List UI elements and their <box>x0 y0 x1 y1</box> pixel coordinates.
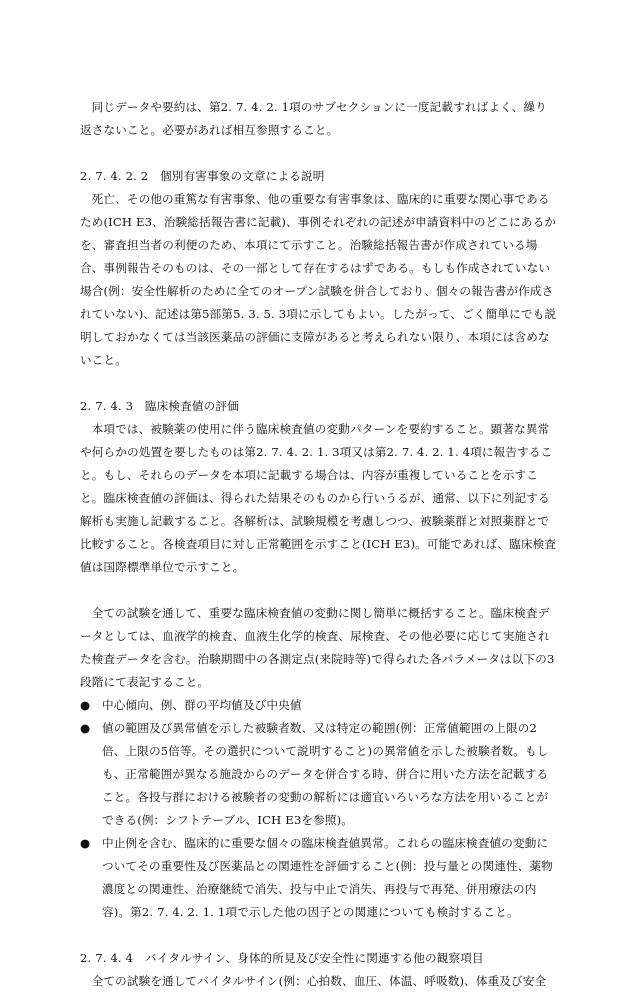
section-heading-2-7-4-3: 2. 7. 4. 3 臨床検査値の評価 <box>80 399 239 413</box>
spacer <box>80 579 558 602</box>
paragraph-lab-summary: 全ての試験を通して、重要な臨床検査値の変動に関し簡単に概括すること。臨床検査データとしては、血液学的検査、血液生化学的検査、尿検査、その他必要に応じて実施された検査データを含む。治験期間中の各測定点(来院時等)で得られた各パラメータは以下の3段階にて表記すること。 <box>80 606 555 689</box>
bullet-item-central-tendency <box>80 694 558 717</box>
section-heading-2-7-4-4: 2. 7. 4. 4 バイタルサイン、身体的所見及び安全性に関連する他の観察項目 <box>80 951 484 965</box>
document-body <box>80 96 558 993</box>
bullet-item-clinically-significant <box>80 832 558 924</box>
paragraph-lab-evaluation: 本項では、被験薬の使用に伴う臨床検査値の変動パターンを要約すること。顕著な異常や何らかの処置を要したものは第2. 7. 4. 2. 1. 3項又は第2. 7. 4. 2. 1. 4項に報告すること。もし、それらのデータを本項に記載する場合は、内容が重複していることを示すこと。臨床検査値の評価は、得られた結果そのものから行いうるが、通常、以下に列記する解析も実施し記載すること。各解析は、試験規模を考慮しつつ、被験薬群と対照薬群とで比較すること。各検査項目に対し正常範囲を示すこと(ICH E3)。可能であれば、臨床検査値は国際標準単位で示すこと。 <box>80 422 557 574</box>
spacer <box>80 142 558 165</box>
spacer <box>80 372 558 395</box>
bullet-item-range-outliers <box>80 717 558 832</box>
bullet-list <box>80 694 558 924</box>
bullet-text: 中心傾向、例、群の平均値及び中央値 <box>102 698 302 712</box>
paragraph-vital-signs: 全ての試験を通してバイタルサイン(例：心拍数、血圧、体温、呼吸数)、体重及び安全 <box>91 974 547 988</box>
spacer <box>80 924 558 947</box>
paragraph-cross-reference: 同じデータや要約は、第2. 7. 4. 2. 1項のサブセクションに一度記載すればよく、繰り返さないこと。必要があれば相互参照すること。 <box>80 100 547 137</box>
bullet-text: 値の範囲及び異常値を示した被験者数、又は特定の範囲(例：正常値範囲の上限の2倍、上限の5倍等。その選択について説明すること)の異常値を示した被験者数。もしも、正常範囲が異なる施設からのデータを併合する時、併合に用いた方法を記載すること。各投与群における被験者の変動の解析には適宜いろいろな方法を用いることができる(例：シフトテーブル、ICH E3を参照)。 <box>102 721 549 827</box>
paragraph-individual-adverse-events: 死亡、その他の重篤な有害事象、他の重要な有害事象は、臨床的に重要な関心事であるため(ICH E3、治験総括報告書に記載)、事例それぞれの記述が申請資料中のどこにあるかを、審査担当者の利便のため、本項にて示すこと。治験総括報告書が作成されている場合、事例報告そのものは、その一部として存在するはずである。もしも作成されていない場合(例：安全性解析のために全てのオープン試験を併合しており、個々の報告書が作成されていない)、記述は第5部第5. 3. 5. 3項に示してもよい。したがって、ごく簡単にでも説明しておかなくては当該医薬品の評価に支障があると考えられない限り、本項には含めないこと。 <box>80 192 557 367</box>
bullet-icon: ● <box>80 721 91 735</box>
section-heading-2-7-4-2-2: 2. 7. 4. 2. 2 個別有害事象の文章による説明 <box>80 169 325 183</box>
bullet-text: 中止例を含む、臨床的に重要な個々の臨床検査値異常。これらの臨床検査値の変動についてその重要性及び医薬品との関連性を評価すること(例：投与量との関連性、薬物濃度との関連性、治療継続で消失、投与中止で消失、再投与で再発、併用療法の内容)。第2. 7. 4. 2. 1. 1項で示した他の因子との関連についても検討すること。 <box>102 836 553 919</box>
bullet-icon: ● <box>80 698 91 712</box>
bullet-icon: ● <box>80 836 91 850</box>
